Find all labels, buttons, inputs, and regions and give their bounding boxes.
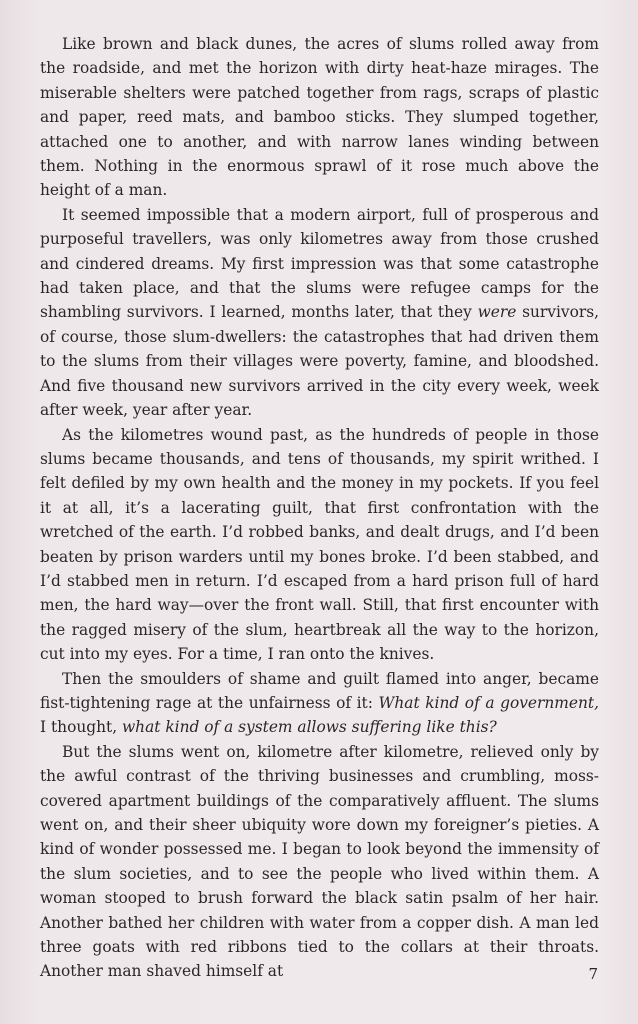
body-text: [40, 32, 599, 984]
paragraph-text: But the slums went on, kilometre after kilometre, relieved only by the awful contrast of the thriving businesses and crumbling, moss-covered apartment buildings of the comparatively affluent. The slums went on, and their sheer ubiquity wore down my foreigner’s pieties. A kind of wonder possessed me. I began to look beyond the immensity of the slum societies, and to see the people who lived within them. A woman stooped to brush forward the black satin psalm of her hair. Another bathed her children with water from a copper dish. A man led three goats with red ribbons tied to the collars at their throats. Another man shaved himself at: [40, 742, 599, 981]
paragraph-3: [40, 423, 599, 667]
paragraph-4: [40, 667, 599, 740]
paragraph-text: Like brown and black dunes, the acres of slums rolled away from the roadside, and met the horizon with dirty heat-haze mirages. The miserable shelters were patched together from rags, scraps of plastic and paper, reed mats, and bamboo sticks. They slumped together, attached one to another, and with narrow lanes winding between them. Nothing in the enormous sprawl of it rose much above the height of a man.: [40, 35, 599, 200]
paragraph-text: I thought,: [40, 718, 122, 737]
paragraph-text: As the kilometres wound past, as the hundreds of people in those slums became thousands, and tens of thousands, my spirit writhed. I felt defiled by my own health and the money in my pockets. If you feel it at all, it’s a lacerating guilt, that first confrontation with the wretched of the earth. I’d robbed banks, and dealt drugs, and I’d been beaten by prison warders until my bones broke. I’d been stabbed, and I’d stabbed men in return. I’d escaped from a hard prison full of hard men, the hard way—over the front wall. Still, that first encounter with the ragged misery of the slum, heartbreak all the way to the horizon, cut into my eyes. For a time, I ran onto the knives.: [40, 425, 599, 664]
italic-text: what kind of a system allows suffering like this?: [121, 718, 497, 737]
paragraph-text: It seemed impossible that a modern airport, full of prosperous and purposeful travellers, was only kilometres away from those crushed and cindered dreams. My first impression was that some catastrophe had taken place, and that the slums were refugee camps for the shambling survivors. I learned, months later, that they: [40, 205, 599, 322]
italic-text: were: [477, 303, 517, 322]
paragraph-text: survivors, of course, those slum-dwellers: the catastrophes that had driven them to the slums from their villages were poverty, famine, and bloodshed. And five thousand new survivors arrived in the city every week, week after week, year after year.: [40, 303, 599, 420]
paragraph-text: Then the smoulders of shame and guilt flamed into anger, became fist-tightening rage at the unfairness of it:: [40, 669, 599, 712]
paragraph-5: [40, 740, 599, 984]
paragraph-2: [40, 203, 599, 423]
page-number: 7: [588, 965, 598, 983]
italic-text: What kind of a government,: [378, 693, 599, 712]
paragraph-1: [40, 32, 599, 203]
